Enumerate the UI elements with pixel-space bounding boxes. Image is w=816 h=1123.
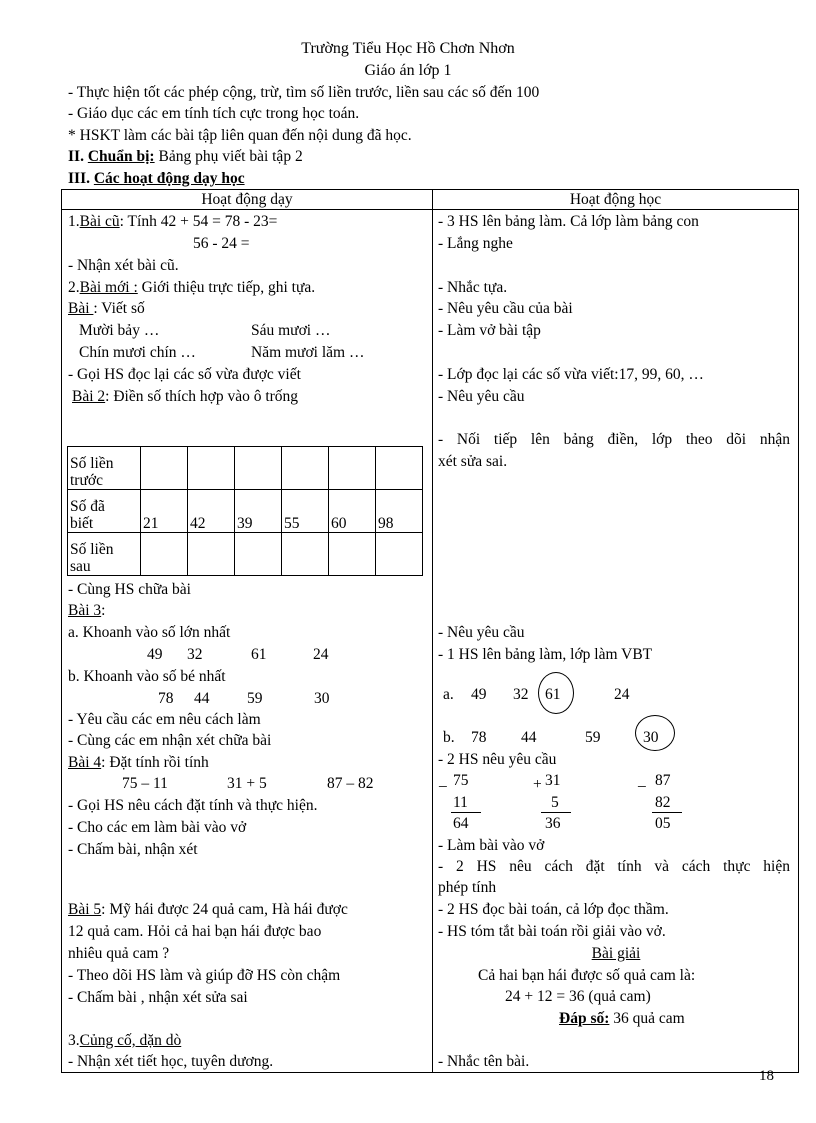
number: 61	[545, 686, 561, 703]
exercise-4-title: Bài 4: Đặt tính rồi tính	[68, 754, 209, 771]
grid-cell	[141, 533, 188, 576]
grid-cell	[235, 447, 282, 490]
solution-title: Bài giải	[591, 945, 641, 962]
grid-label-known: Số đã biết	[68, 490, 141, 533]
student-column	[433, 210, 798, 1072]
minus-sign: _	[439, 772, 447, 789]
number: 49	[471, 686, 487, 703]
number-word: Mười bảy …	[79, 322, 160, 339]
grid-cell: 42	[188, 490, 235, 533]
section-prep	[68, 148, 303, 166]
new-lesson-line: 2.Bài mới : Giới thiệu trực tiếp, ghi tựa.	[68, 279, 316, 296]
grid-cell	[376, 533, 423, 576]
calc-bottom: 5	[551, 794, 559, 811]
solution-calc: 24 + 12 = 36 (quả cam)	[505, 988, 651, 1005]
number: 44	[194, 690, 210, 707]
calc-item: 75 – 11	[122, 775, 168, 792]
grid-cell	[329, 533, 376, 576]
section-prep-num: II.	[68, 148, 84, 165]
grid-cell: 39	[235, 490, 282, 533]
teacher-line: - Cùng HS chữa bài	[68, 581, 191, 598]
student-line: xét sửa sai.	[438, 453, 508, 470]
exercise-3a: a. Khoanh vào số lớn nhất	[68, 624, 231, 641]
number-word: Chín mươi chín …	[79, 344, 196, 361]
teacher-line: - Gọi HS đọc lại các số vừa được viết	[68, 366, 301, 383]
section-activities-num: III.	[68, 170, 90, 187]
calc-bottom: 11	[453, 794, 468, 811]
student-line: - Nêu yêu cầu	[438, 624, 525, 641]
student-line: - 2 HS nêu yêu cầu	[438, 751, 557, 768]
old-lesson-line: 1.Bài cũ: Tính 42 + 54 = 78 - 23=	[68, 213, 278, 230]
answer-a-label: a.	[443, 686, 454, 703]
header-student: Hoạt động học	[433, 190, 799, 210]
calc-result: 64	[453, 815, 469, 832]
grid-cell	[235, 533, 282, 576]
number: 24	[614, 686, 630, 703]
calc-rule	[541, 812, 571, 813]
teacher-line: - Nhận xét tiết học, tuyên dương.	[68, 1053, 274, 1070]
calc-top: 87	[655, 772, 671, 789]
number: 32	[187, 646, 203, 663]
number: 44	[521, 729, 537, 746]
grid-cell	[282, 447, 329, 490]
calc-bottom: 82	[655, 794, 671, 811]
exercise-5-text: 12 quả cam. Hỏi cả hai bạn hái được bao	[68, 923, 322, 940]
student-line: - HS tóm tắt bài toán rồi giải vào vở.	[438, 923, 666, 940]
calc-result: 36	[545, 815, 561, 832]
student-line: - Nhắc tựa.	[438, 279, 508, 296]
number: 30	[643, 729, 659, 746]
page-number: 18	[759, 1068, 774, 1084]
calc-rule	[652, 812, 682, 813]
teacher-line: - Chấm bài, nhận xét	[68, 841, 198, 858]
student-line: - Nhắc tên bài.	[438, 1053, 530, 1070]
intro-line-3: * HSKT làm các bài tập liên quan đến nội dung đã học.	[68, 127, 412, 144]
header-teacher: Hoạt động dạy	[62, 190, 433, 210]
plus-sign: +	[533, 776, 542, 793]
grid-cell	[188, 447, 235, 490]
student-line: - 2 HS đọc bài toán, cả lớp đọc thầm.	[438, 901, 669, 918]
intro-line-1: - Thực hiện tốt các phép cộng, trừ, tìm số liền trước, liền sau các số đến 100	[68, 84, 540, 101]
number: 78	[471, 729, 487, 746]
old-lesson-calc-2: 56 - 24 =	[193, 235, 250, 252]
grid-label-before: Số liền trước	[68, 447, 141, 490]
intro-line-2: - Giáo dục các em tính tích cực trong học toán.	[68, 105, 360, 122]
calc-top: 31	[545, 772, 561, 789]
student-line: - 2 HS nêu cách đặt tính và cách thực hiện	[438, 858, 790, 875]
exercise-2-title: Bài 2: Điền số thích hợp vào ô trống	[72, 388, 299, 405]
number: 32	[513, 686, 529, 703]
calc-result: 05	[655, 815, 671, 832]
number-grid	[67, 446, 423, 576]
teacher-line: - Cho các em làm bài vào vở	[68, 819, 247, 836]
calc-rule	[451, 812, 481, 813]
teacher-line: - Cùng các em nhận xét chữa bài	[68, 732, 272, 749]
grid-label-after: Số liền sau	[68, 533, 141, 576]
student-line: - Nối tiếp lên bảng điền, lớp theo dõi nhận	[438, 431, 790, 448]
section-prep-title: Chuẩn bị:	[87, 148, 155, 165]
student-line: - Nêu yêu cầu	[438, 388, 525, 405]
student-line: phép tính	[438, 879, 497, 896]
number: 49	[147, 646, 163, 663]
number-word: Sáu mươi …	[251, 322, 331, 339]
solution-answer: Đáp số: 36 quả cam	[559, 1010, 685, 1027]
solution-line: Cả hai bạn hái được số quả cam là:	[478, 967, 696, 984]
school-name: Trường Tiểu Học Hồ Chơn Nhơn	[301, 40, 515, 57]
exercise-3b: b. Khoanh vào số bé nhất	[68, 668, 226, 685]
section-activities	[68, 170, 245, 188]
teacher-line: - Nhận xét bài cũ.	[68, 257, 179, 274]
calc-top: 75	[453, 772, 469, 789]
grid-cell	[141, 447, 188, 490]
lesson-title: Giáo án lớp 1	[364, 62, 452, 79]
student-line: - Làm vở bài tập	[438, 322, 541, 339]
teacher-line: - Gọi HS nêu cách đặt tính và thực hiện.	[68, 797, 318, 814]
teacher-line: - Yêu cầu các em nêu cách làm	[68, 711, 261, 728]
exercise-5-text: nhiêu quả cam ?	[68, 945, 170, 962]
grid-cell: 21	[141, 490, 188, 533]
grid-cell	[282, 533, 329, 576]
student-line: - Làm bài vào vở	[438, 837, 545, 854]
section-prep-text: Bảng phụ viết bài tập 2	[158, 148, 303, 165]
number-word: Năm mươi lăm …	[251, 344, 365, 361]
student-line: - 3 HS lên bảng làm. Cả lớp làm bảng con	[438, 213, 699, 230]
calc-item: 87 – 82	[327, 775, 374, 792]
exercise-1-title: Bài : Viết số	[68, 300, 145, 317]
grid-cell: 60	[329, 490, 376, 533]
grid-cell	[188, 533, 235, 576]
calc-item: 31 + 5	[227, 775, 267, 792]
student-line: - 1 HS lên bảng làm, lớp làm VBT	[438, 646, 653, 663]
section-activities-title: Các hoạt động dạy học	[93, 170, 245, 187]
answer-b-label: b.	[443, 729, 455, 746]
grid-cell	[376, 447, 423, 490]
number: 78	[158, 690, 174, 707]
teacher-column	[62, 210, 432, 1072]
activities-table	[61, 189, 799, 1073]
grid-cell	[329, 447, 376, 490]
student-line: - Lớp đọc lại các số vừa viết:17, 99, 60, …	[438, 366, 704, 383]
number: 30	[314, 690, 330, 707]
student-line: - Nêu yêu cầu của bài	[438, 300, 573, 317]
exercise-3-title: Bài 3:	[68, 602, 106, 619]
exercise-5-title: Bài 5: Mỹ hái được 24 quả cam, Hà hái được	[68, 901, 348, 918]
grid-cell: 98	[376, 490, 423, 533]
number: 24	[313, 646, 329, 663]
teacher-line: - Theo dõi HS làm và giúp đỡ HS còn chậm	[68, 967, 341, 984]
grid-cell: 55	[282, 490, 329, 533]
wrap-up-title: 3.Củng cố, dặn dò	[68, 1032, 182, 1049]
teacher-line: - Chấm bài , nhận xét sửa sai	[68, 989, 248, 1006]
number: 59	[585, 729, 601, 746]
minus-sign: _	[638, 772, 646, 789]
number: 59	[247, 690, 263, 707]
number: 61	[251, 646, 267, 663]
student-line: - Lắng nghe	[438, 235, 513, 252]
